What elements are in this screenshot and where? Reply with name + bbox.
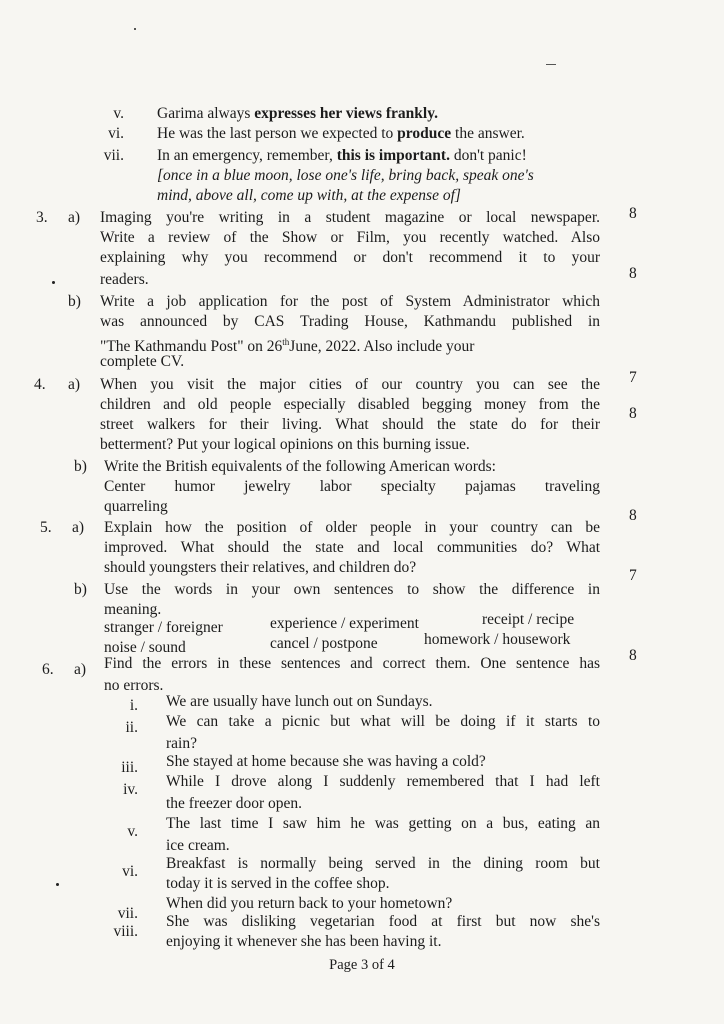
scan-speck <box>56 883 59 886</box>
question-text: Imaging you're writing in a student magazine or local newspaper. <box>100 209 600 226</box>
sentence-text: She was disliking vegetarian food at first but now she's <box>166 913 600 930</box>
word-pair: cancel / postpone <box>270 635 378 652</box>
sentence-number: iv. <box>123 781 138 798</box>
sentence-number: viii. <box>113 923 138 940</box>
page-number: Page 3 of 4 <box>329 957 395 973</box>
marks: 8 <box>629 205 637 222</box>
sentence-text: rain? <box>166 735 197 752</box>
question-number: 4. <box>34 376 46 393</box>
item-text: In an emergency, remember, this is important. don't panic! <box>157 147 527 164</box>
sentence-text: the freezer door open. <box>166 795 302 812</box>
word: pajamas <box>464 478 516 495</box>
sentence-number: v. <box>127 823 138 840</box>
question-text: complete CV. <box>100 353 185 370</box>
question-text: was announced by CAS Trading House, Kathmandu published in <box>100 313 600 330</box>
question-text: street walkers for their living. What should the state do for their <box>100 416 600 433</box>
item-number: v. <box>113 105 124 122</box>
question-number: 3. <box>36 209 48 226</box>
sub-question-label: b) <box>68 293 81 310</box>
word-list <box>104 477 600 497</box>
sentence-text: today it is served in the coffee shop. <box>166 875 390 892</box>
question-text: readers. <box>100 271 149 288</box>
word-pair: noise / sound <box>104 639 186 656</box>
item-number: vii. <box>103 147 124 164</box>
marks: 7 <box>629 369 637 386</box>
marks: 8 <box>629 647 637 664</box>
word: humor <box>174 478 215 495</box>
sentence-number: ii. <box>125 719 138 736</box>
marks: 8 <box>629 507 637 524</box>
word: labor <box>319 478 352 495</box>
word: quarreling <box>104 498 168 515</box>
question-text: no errors. <box>104 677 164 694</box>
sentence-text: She stayed at home because she was having a cold? <box>166 753 486 770</box>
sub-question-label: b) <box>74 458 87 475</box>
item-text: He was the last person we expected to produce the answer. <box>157 125 525 142</box>
sub-question-label: a) <box>74 661 87 678</box>
sentence-text: When did you return back to your hometown? <box>166 895 453 912</box>
item-number: vi. <box>108 125 124 142</box>
sentence-text: We are usually have lunch out on Sundays. <box>166 693 433 710</box>
scan-speck <box>134 28 136 30</box>
marks: 8 <box>629 265 637 282</box>
sub-question-label: b) <box>74 581 87 598</box>
sub-question-label: a) <box>68 209 81 226</box>
question-text: explaining why you recommend or don't recommend it to your <box>100 249 600 266</box>
question-text: "The Kathmandu Post" on 26thJune, 2022. Also include your <box>100 337 475 356</box>
question-number: 6. <box>42 661 54 678</box>
sentence-text: ice cream. <box>166 837 230 854</box>
sentence-text: We can take a picnic but what will be doing if it starts to <box>166 713 600 730</box>
word-pair: homework / housework <box>424 631 571 648</box>
question-number: 5. <box>40 519 52 536</box>
word: Center <box>104 478 146 495</box>
question-text: When you visit the major cities of our country you can see the <box>100 376 600 393</box>
question-text: Write the British equivalents of the following American words: <box>104 458 496 475</box>
marks: 8 <box>629 405 637 422</box>
sentence-number: vii. <box>117 905 138 922</box>
sentence-number: vi. <box>122 863 138 880</box>
options-list: [once in a blue moon, lose one's life, bring back, speak one's <box>157 167 534 184</box>
sentence-number: i. <box>129 697 138 714</box>
sentence-text: enjoying it whenever she has been having it. <box>166 933 442 950</box>
word: specialty <box>380 478 436 495</box>
sentence-text: While I drove along I suddenly remembered that I had left <box>166 773 600 790</box>
scan-speck <box>52 281 55 284</box>
sentence-text: The last time I saw him he was getting on a bus, eating an <box>166 815 600 832</box>
scan-speck <box>546 64 556 65</box>
sentence-number: iii. <box>121 759 138 776</box>
question-text: Write a job application for the post of System Administrator which <box>100 293 600 310</box>
question-text: Find the errors in these sentences and correct them. One sentence has <box>104 655 600 672</box>
word: traveling <box>544 478 600 495</box>
question-text: betterment? Put your logical opinions on this burning issue. <box>100 436 470 453</box>
question-text: Use the words in your own sentences to show the difference in <box>104 581 600 598</box>
sub-question-label: a) <box>68 376 81 393</box>
word-pair: experience / experiment <box>270 615 419 632</box>
question-text: children and old people especially disabled begging money from the <box>100 396 600 413</box>
item-text: Garima always expresses her views frankly. <box>157 105 438 122</box>
question-text: improved. What should the state and local communities do? What <box>104 539 600 556</box>
word: jewelry <box>244 478 291 495</box>
options-list: mind, above all, come up with, at the expense of] <box>157 187 461 204</box>
question-text: should youngsters their relatives, and children do? <box>104 559 417 576</box>
word-pair: stranger / foreigner <box>104 619 223 636</box>
question-text: meaning. <box>104 601 162 618</box>
sentence-text: Breakfast is normally being served in the dining room but <box>166 855 600 872</box>
question-text: Explain how the position of older people in your country can be <box>104 519 600 536</box>
marks: 7 <box>629 567 637 584</box>
question-text: Write a review of the Show or Film, you recently watched. Also <box>100 229 600 246</box>
sub-question-label: a) <box>72 519 85 536</box>
word-pair: receipt / recipe <box>482 611 575 628</box>
